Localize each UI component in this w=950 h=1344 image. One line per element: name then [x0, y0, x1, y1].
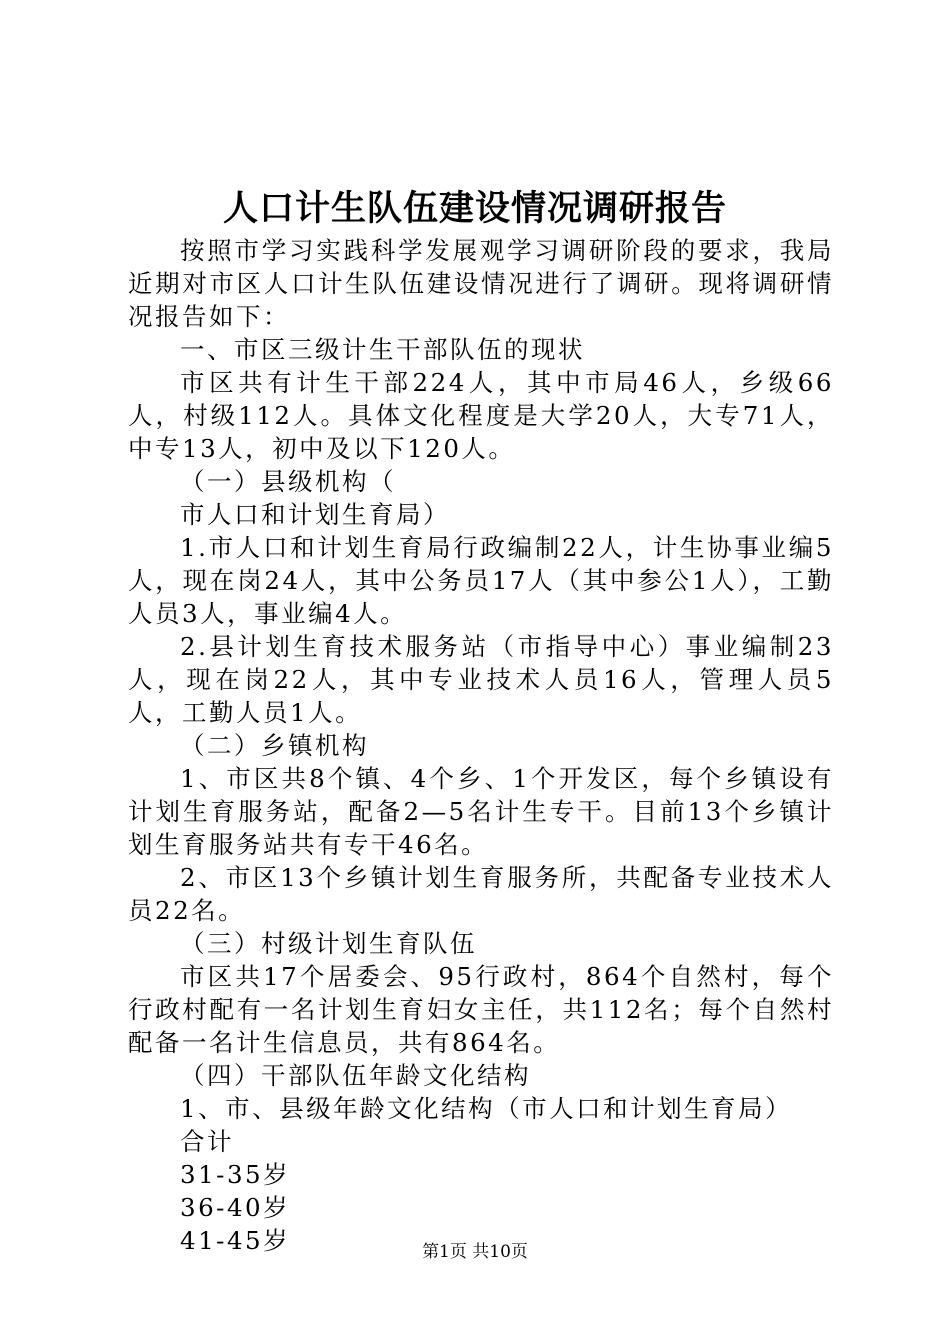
section-heading-1: 一、市区三级计生干部队伍的现状 [180, 335, 585, 364]
subsection-heading-village: （三）村级计划生育队伍 [180, 929, 477, 958]
list-item-total: 合计 [180, 1127, 234, 1156]
paragraph-county-1: 1.市人口和计划生育局行政编制22人，计生协事业编5人，现在岗24人，其中公务员17人（其中参公1人），工勤人员3人，事业编4人。 [128, 533, 834, 628]
page-footer: 第1页 共10页 [422, 1242, 528, 1262]
list-item-age-31-35: 31-35岁 [180, 1160, 291, 1189]
subsection-heading-township: （二）乡镇机构 [180, 731, 369, 760]
subsection-heading-county-cont: 市人口和计划生育局） [180, 500, 450, 529]
subsection-heading-structure: （四）干部队伍年龄文化结构 [180, 1061, 531, 1090]
paragraph-structure-1: 1、市、县级年龄文化结构（市人口和计划生育局） [180, 1094, 793, 1123]
list-item-age-36-40: 36-40岁 [180, 1193, 291, 1222]
paragraph-intro: 按照市学习实践科学发展观学习调研阶段的要求，我局近期对市区人口计生队伍建设情况进行了调研。现将调研情况报告如下： [128, 236, 834, 331]
subsection-heading-county: （一）县级机构（ [180, 467, 396, 496]
paragraph-village: 市区共17个居委会、95行政村，864个自然村，每个行政村配有一名计划生育妇女主任，共112名；每个自然村配备一名计生信息员，共有864名。 [128, 962, 834, 1057]
paragraph-township-2: 2、市区13个乡镇计划生育服务所，共配备专业技术人员22名。 [128, 863, 834, 925]
paragraph-county-2: 2.县计划生育技术服务站（市指导中心）事业编制23人，现在岗22人，其中专业技术人员16人，管理人员5人，工勤人员1人。 [128, 632, 834, 727]
paragraph-township-1: 1、市区共8个镇、4个乡、1个开发区，每个乡镇设有计划生育服务站，配备2—5名计生专干。目前13个乡镇计划生育服务站共有专干46名。 [128, 764, 834, 859]
document-body [128, 234, 834, 1257]
document-title: 人口计生队伍建设情况调研报告 [222, 188, 727, 229]
list-item-age-41-45: 41-45岁 [180, 1226, 291, 1255]
paragraph-overview: 市区共有计生干部224人，其中市局46人，乡级66人，村级112人。具体文化程度是大学20人，大专71人，中专13人，初中及以下120人。 [128, 368, 834, 463]
